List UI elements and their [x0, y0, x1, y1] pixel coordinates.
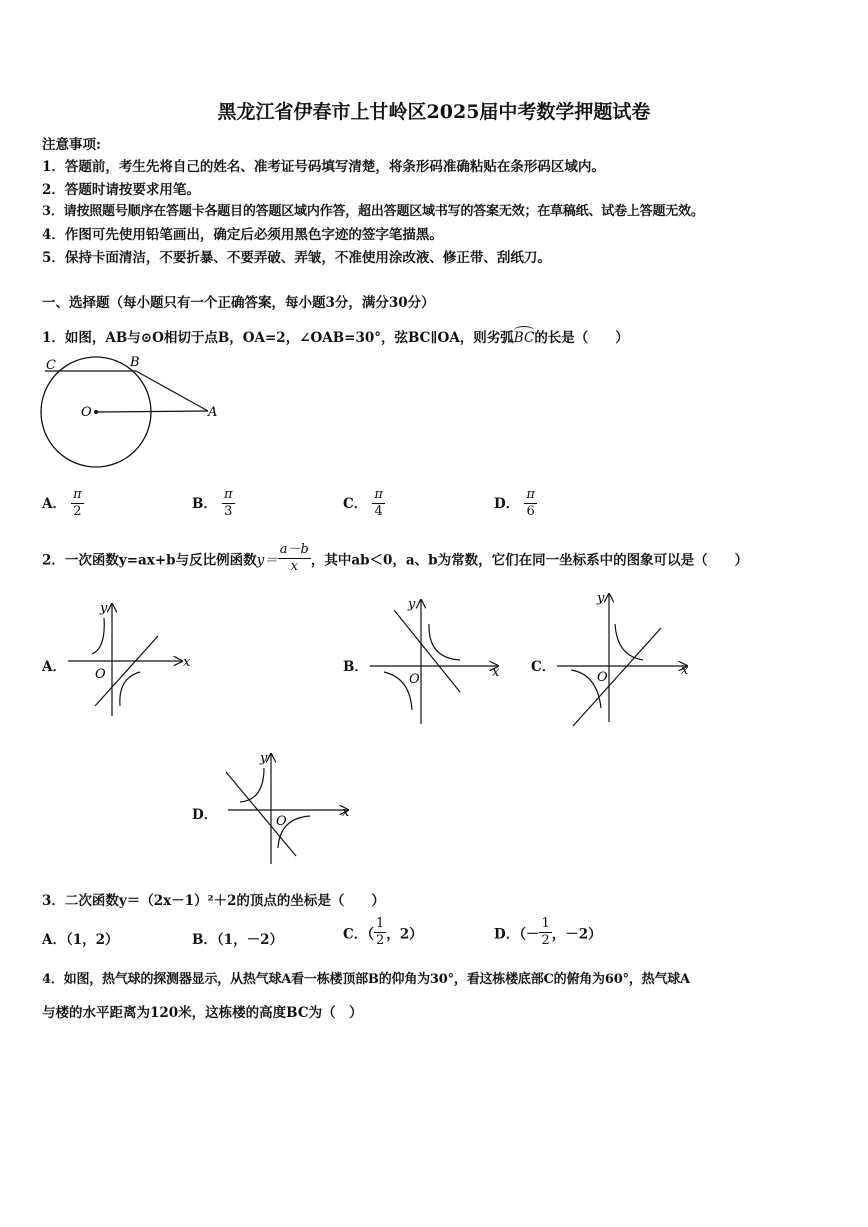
svg-text:O: O — [95, 667, 106, 682]
q2-option-d[interactable]: D． — [192, 807, 218, 823]
center-point — [94, 410, 98, 414]
svg-text:y: y — [597, 591, 605, 606]
q2-graph-b — [364, 592, 504, 728]
q3-option-d[interactable]: D．（－ $\frac{1}{2}$ ，－2） — [494, 916, 602, 948]
label-b: B — [130, 355, 140, 370]
q2-option-b[interactable]: B． — [343, 659, 368, 675]
svg-text:y: y — [408, 597, 416, 612]
notice-item: 5．保持卡面清洁，不要折暴、不要弄破、弄皱，不准使用涂改液、修正带、刮纸刀。 — [42, 250, 551, 266]
question-4-line-1: 4．如图，热气球的探测器显示，从热气球A看一栋楼顶部B的仰角为30°，看这栋楼底部C的俯角为60°，热气球A — [42, 972, 690, 987]
notice-item: 1．答题前，考生先将自己的姓名、准考证号码填写清楚，将条形码准确粘贴在条形码区域内。 — [42, 159, 605, 175]
svg-text:x: x — [681, 663, 689, 678]
notice-item: 3．请按照题号顺序在答题卡各题目的答题区域内作答，超出答题区域书写的答案无效；在草稿纸、试卷上答题无效。 — [42, 204, 704, 219]
svg-text:O: O — [597, 670, 608, 685]
question-4-line-2: 与楼的水平距离为120米，这栋楼的高度BC为（ ） — [42, 1005, 363, 1021]
page-title: 黑龙江省伊春市上甘岭区2025届中考数学押题试卷 — [217, 101, 651, 123]
label-c: C — [46, 358, 56, 373]
q2-option-a[interactable]: A． — [42, 659, 66, 675]
q1-option-c[interactable]: C． $\frac{\pi}{4}$ — [343, 487, 383, 519]
svg-text:y: y — [100, 601, 108, 616]
label-a: A — [208, 405, 218, 420]
q2-graph-c — [553, 588, 693, 730]
q3-option-c[interactable]: C．（ $\frac{1}{2}$ ，2） — [343, 916, 423, 948]
svg-text:x: x — [342, 805, 350, 820]
svg-text:x: x — [183, 655, 191, 670]
notice-heading: 注意事项: — [42, 137, 101, 153]
q3-option-a[interactable]: A．（1，2） — [42, 932, 119, 948]
question-1-text: 1．如图，AB与⊙O相切于点B，OA=2，∠OAB=30°，弦BC∥OA，则劣弧 — [42, 330, 514, 346]
svg-text:x: x — [492, 665, 500, 680]
section-heading: 一、选择题（每小题只有一个正确答案，每小题3分，满分30分） — [42, 295, 435, 311]
q1-option-b[interactable]: B． $\frac{\pi}{3}$ — [192, 487, 233, 519]
q2-graph-a — [60, 596, 196, 720]
q1-circle-figure — [38, 352, 220, 470]
notice-item: 4．作图可先使用铅笔画出，确定后必须用黑色字迹的签字笔描黑。 — [42, 227, 443, 243]
arc-bc-label: BC — [513, 330, 535, 346]
notice-item: 2．答题时请按要求用笔。 — [42, 182, 200, 198]
q1-option-d[interactable]: D． $\frac{\pi}{6}$ — [494, 487, 535, 519]
question-1-stem — [42, 326, 629, 346]
question-2-stem: 2．一次函数y=ax+b与反比例函数y＝ $\frac{a-b}{x}$ ，其中ab＜0，a、b为常数，它们在同一坐标系中的图象可以是（ ） — [42, 542, 749, 574]
q2-option-c[interactable]: C． — [531, 659, 556, 675]
svg-text:O: O — [276, 814, 287, 829]
svg-text:y: y — [260, 751, 268, 766]
q2-graph-d — [218, 746, 354, 868]
question-1-text-end: 的长是（ ） — [534, 330, 629, 346]
q3-option-b[interactable]: B．（1，－2） — [192, 932, 283, 948]
question-3-stem: 3．二次函数y＝（2x－1）²＋2的顶点的坐标是（ ） — [42, 893, 385, 909]
svg-text:O: O — [409, 672, 420, 687]
q1-option-a[interactable]: A． $\frac{\pi}{2}$ — [42, 487, 82, 519]
label-o: O — [81, 405, 92, 420]
